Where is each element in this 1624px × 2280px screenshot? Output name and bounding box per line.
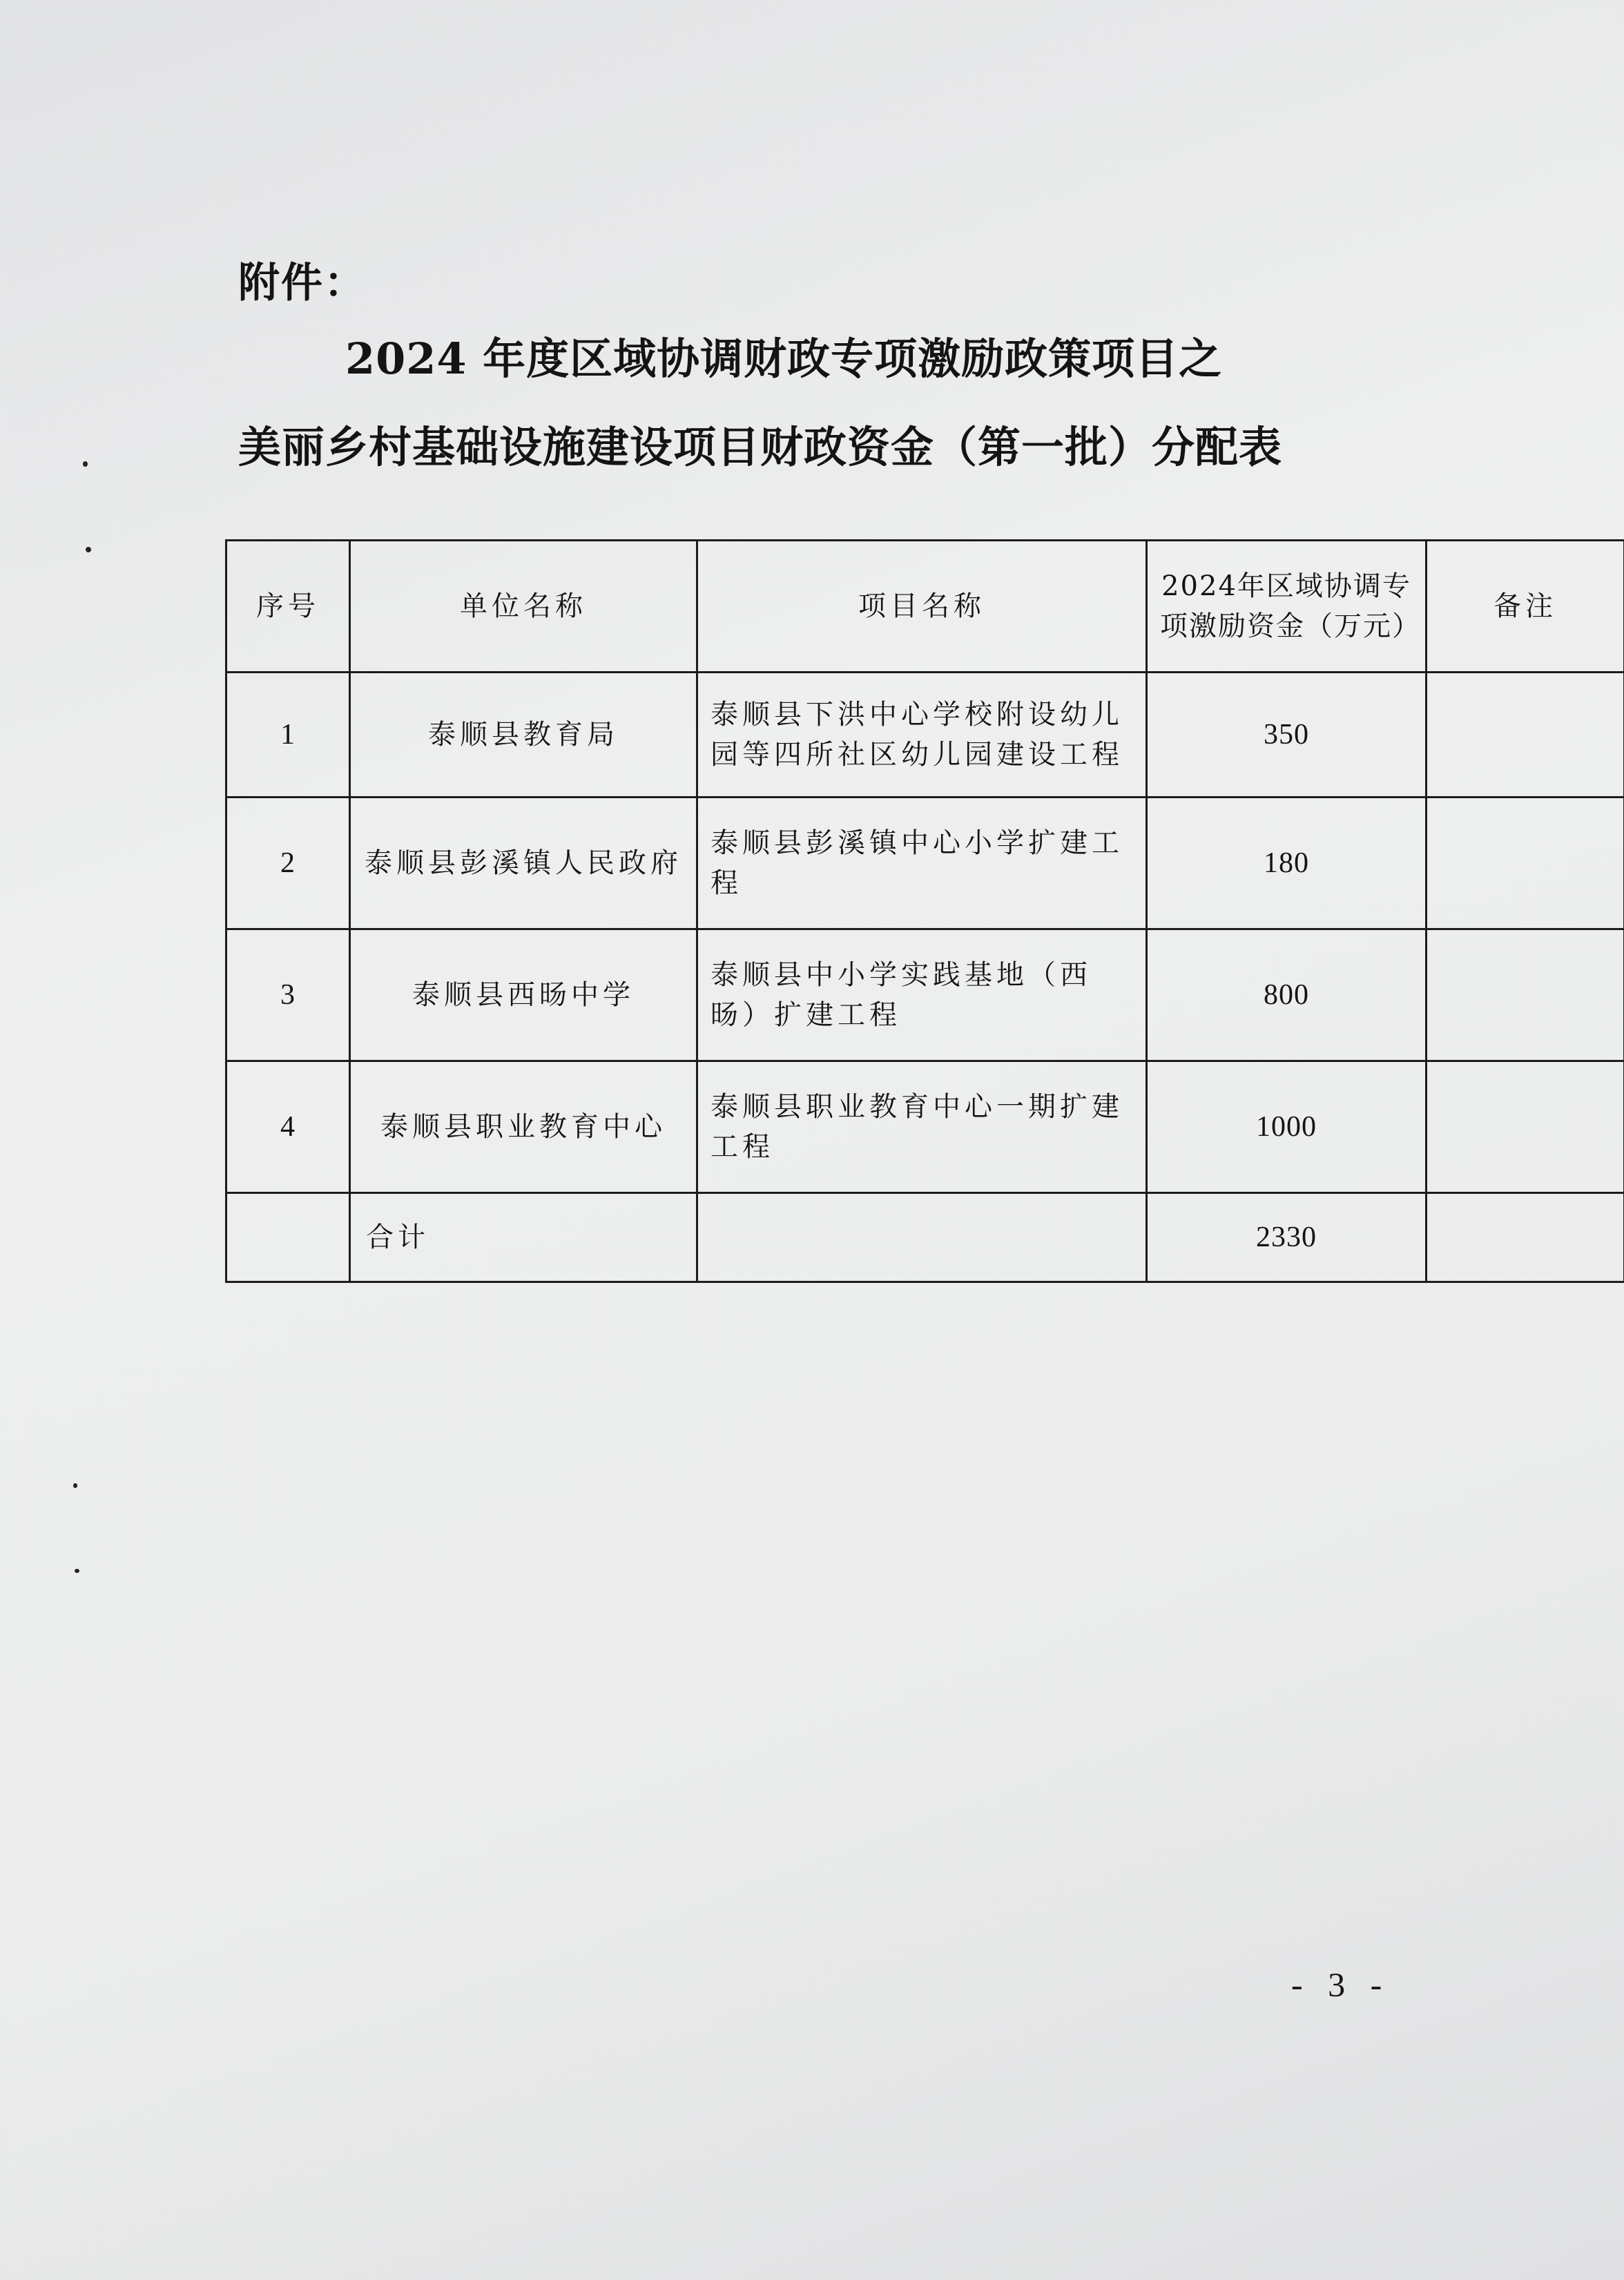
cell-seq: 4 <box>226 1061 350 1193</box>
header-project: 项目名称 <box>697 541 1147 673</box>
page-number: - 3 - <box>1291 1965 1391 2004</box>
header-note: 备注 <box>1427 541 1624 673</box>
cell-amount: 350 <box>1147 673 1427 798</box>
header-seq: 序号 <box>226 541 350 673</box>
cell-project: 泰顺县彭溪镇中心小学扩建工程 <box>697 798 1147 929</box>
cell-project: 泰顺县职业教育中心一期扩建工程 <box>697 1061 1147 1193</box>
cell-note <box>1427 798 1624 929</box>
cell-project: 泰顺县下洪中心学校附设幼儿园等四所社区幼儿园建设工程 <box>697 673 1147 798</box>
binding-hole-mark <box>75 1569 79 1573</box>
cell-unit: 泰顺县教育局 <box>350 673 697 798</box>
cell-seq: 1 <box>226 673 350 798</box>
cell-unit: 泰顺县职业教育中心 <box>350 1061 697 1193</box>
cell-amount: 180 <box>1147 798 1427 929</box>
table-row <box>226 673 1624 798</box>
binding-hole-mark <box>73 1483 77 1488</box>
total-note-cell <box>1427 1193 1624 1282</box>
header-amount: 2024年区域协调专项激励资金（万元） <box>1147 541 1427 673</box>
header-unit: 单位名称 <box>350 541 697 673</box>
table-row <box>226 798 1624 929</box>
attachment-label: 附件： <box>238 259 367 307</box>
allocation-table <box>225 539 1624 1283</box>
cell-unit: 泰顺县西旸中学 <box>350 929 697 1061</box>
cell-seq: 3 <box>226 929 350 1061</box>
total-project-cell <box>697 1193 1147 1282</box>
table-row <box>226 929 1624 1061</box>
cell-note <box>1427 673 1624 798</box>
document-title-line-2: 美丽乡村基础设施建设项目财政资金（第一批）分配表 <box>238 422 1283 472</box>
cell-note <box>1427 929 1624 1061</box>
binding-hole-mark <box>86 547 91 552</box>
cell-unit: 泰顺县彭溪镇人民政府 <box>350 798 697 929</box>
table-total-row <box>226 1193 1624 1282</box>
cell-seq: 2 <box>226 798 350 929</box>
total-amount: 2330 <box>1147 1193 1427 1282</box>
table-row <box>226 1061 1624 1193</box>
cell-amount: 1000 <box>1147 1061 1427 1193</box>
cell-note <box>1427 1061 1624 1193</box>
total-seq-cell <box>226 1193 350 1282</box>
allocation-table-container <box>225 539 1624 1283</box>
cell-project: 泰顺县中小学实践基地（西旸）扩建工程 <box>697 929 1147 1061</box>
cell-amount: 800 <box>1147 929 1427 1061</box>
table-header-row <box>226 541 1624 673</box>
document-title-line-1: 2024 年度区域协调财政专项激励政策项目之 <box>345 334 1223 384</box>
binding-hole-mark <box>83 461 88 467</box>
total-label: 合计 <box>350 1193 697 1282</box>
